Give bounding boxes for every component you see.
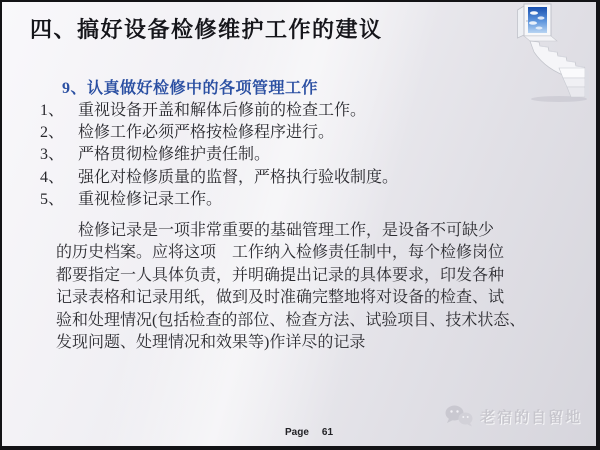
list-item-text: 重视检修记录工作。 xyxy=(78,190,223,208)
list-item xyxy=(40,122,398,144)
list-item-number: 5、 xyxy=(40,190,65,208)
page-footer xyxy=(285,427,333,438)
watermark xyxy=(444,404,582,428)
paragraph-line: 检修记录是一项非常重要的基础管理工作，是设备不可缺少 xyxy=(78,222,495,239)
list-item-text: 检修工作必须严格按检修程序进行。 xyxy=(78,124,335,142)
list-item-text: 强化对检修质量的监督，严格执行验收制度。 xyxy=(78,168,399,186)
list-item-text: 严格贯彻检修维护责任制。 xyxy=(78,146,271,164)
paragraph-line: 发现问题、处理情况和效果等)作详尽的记录 xyxy=(56,334,366,352)
list-item xyxy=(40,144,398,166)
list-item-number: 3、 xyxy=(40,146,65,164)
slide-title: 四、搞好设备检修维护工作的建议 xyxy=(30,17,383,42)
paragraph-line: 的历史档案。应将这项 工作纳入检修责任制中，每个检修岗位 xyxy=(56,244,505,262)
list-item xyxy=(40,100,398,122)
list-item xyxy=(40,189,398,211)
list-item-text: 重视设备开盖和解体后修前的检查工作。 xyxy=(78,102,367,119)
list-item-number: 4、 xyxy=(40,168,65,186)
paragraph-line: 都要指定一人具体负责，并明确提出记录的具体要求，印发各种 xyxy=(56,266,505,284)
page-label: Page xyxy=(285,427,309,438)
staircase-to-open-door-icon xyxy=(501,2,591,102)
section-heading: 9、认真做好检修中的各项管理工作 xyxy=(62,80,319,97)
wechat-icon xyxy=(444,404,474,428)
list-item-number: 2、 xyxy=(40,124,65,142)
slide-background xyxy=(2,2,596,446)
list-item xyxy=(40,167,398,189)
list-item-number: 1、 xyxy=(40,102,65,119)
paragraph-line: 记录表格和记录用纸，做到及时准确完整地将对设备的检查、试 xyxy=(56,289,505,307)
paragraph-line: 验和处理情况(包括检查的部位、检查方法、试验项目、技术状态、 xyxy=(56,311,526,329)
body-paragraph xyxy=(56,220,572,354)
page-number: 61 xyxy=(321,427,334,438)
watermark-text: 老宿的自留地 xyxy=(479,408,582,426)
numbered-list xyxy=(40,100,398,211)
